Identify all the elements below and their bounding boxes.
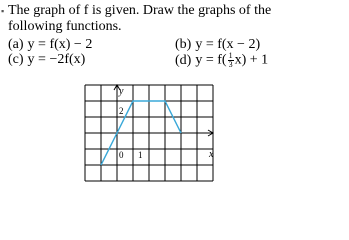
y-tick-label: 2 (119, 106, 124, 116)
part-a (8, 37, 92, 53)
fraction-numerator: 1 (228, 51, 233, 60)
part-d (175, 52, 268, 69)
x-axis-label: x (209, 149, 214, 160)
y-axis-label: y (119, 86, 124, 97)
part-d-equation-start: y = f( (195, 52, 227, 68)
part-d-label: (d) (175, 52, 192, 68)
part-c-equation: y = −2f(x) (27, 52, 86, 67)
part-c-label: (c) (8, 52, 24, 67)
part-d-equation-end: x) + 1 (234, 52, 269, 68)
part-b-label: (b) (175, 37, 192, 52)
origin-label: 0 (119, 150, 124, 160)
grid (85, 85, 213, 181)
part-a-label: (a) (8, 37, 24, 52)
x-tick-label: 1 (138, 150, 143, 160)
part-b-equation: y = f(x − 2) (195, 37, 261, 52)
part-a-equation: y = f(x) − 2 (27, 37, 93, 52)
part-b (175, 37, 260, 53)
problem-number-marker: ▪ (1, 6, 5, 16)
fraction-denominator: 3 (228, 60, 233, 69)
problem-prompt: The graph of f is given. Draw the graphs of the following functions. (8, 3, 272, 34)
function-graph (84, 84, 236, 190)
part-d-fraction (228, 52, 234, 69)
part-c (8, 52, 85, 68)
